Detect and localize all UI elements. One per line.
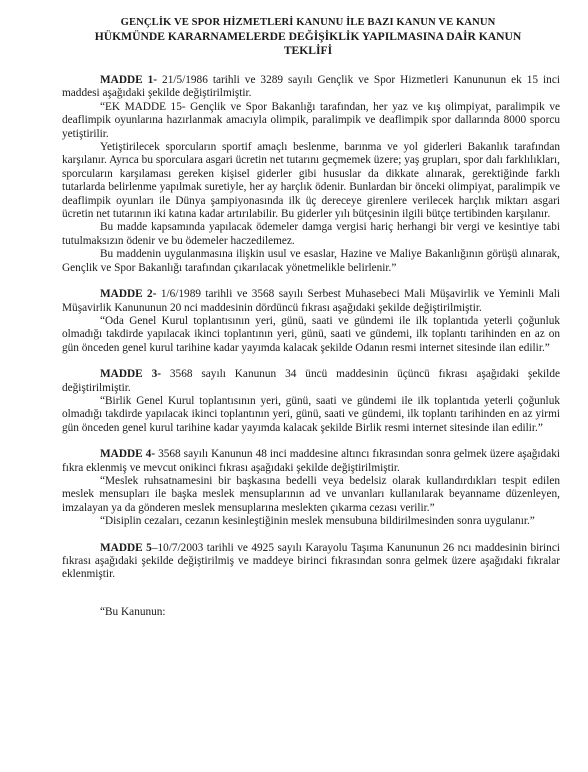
document-title bbox=[62, 16, 560, 58]
article-5-label: MADDE 5 bbox=[100, 541, 152, 554]
article-1 bbox=[62, 74, 560, 275]
article-3-label: MADDE 3- bbox=[100, 368, 161, 381]
article-5-intro-text: –10/7/2003 tarihli ve 4925 sayılı Karayolu Taşıma Kanununun 26 ncı maddesinin birinci fıkrası aşağıdaki şekilde değiştirilmiş ve maddeye birinci fıkrasından sonra gelmek üzere aşağıdaki fıkralar eklenmiştir. bbox=[62, 541, 560, 581]
article-4-paragraph-2: “Disiplin cezaları, cezanın kesinleştiğinin meslek mensubuna bildirilmesinden sonra uygulanır.” bbox=[100, 515, 535, 528]
article-4-intro bbox=[62, 448, 560, 475]
article-1-intro bbox=[62, 74, 560, 101]
article-4-paragraph-1: “Meslek ruhsatnamesini bir başkasına bedelli veya bedelsiz olarak kullandırdıkları tespit edilen meslek mensupları ile başka meslek mensuplarının ad ve unvanları kullanılarak beyanname düzenleyen, imzalayan ya da gönderen meslek mensuplarına meslekten çıkarma cezası verilir.” bbox=[62, 474, 560, 514]
article-1-paragraph-4: Bu maddenin uygulanmasına ilişkin usul ve esaslar, Hazine ve Maliye Bakanlığının görüşü alınarak, Gençlik ve Spor Bakanlığı tarafından çıkarılacak yönetmelikle belirlenir.” bbox=[62, 248, 560, 274]
article-4-label: MADDE 4- bbox=[100, 448, 156, 461]
article-1-paragraph-2: Yetiştirilecek sporcuların sportif amaçlı beslenme, barınma ve yol giderleri Bakanlık tarafından karşılanır. Ayrıca bu sporculara asgari ücretin net tutarını geçmemek üzere; yaş grupları, spor dalı farklılıkları, sporcuların karşılaması gereken kişisel giderler gibi hususlar da dikkate alınarak, gerektiğinde farklı tutarlarda belirlenme yapılmak suretiyle, her ay harçlık ödenir. Bunlardan bir önceki olimpiyat, paralimpik ve deaflimpik oyunları ile Dünya şampiyonasında ilk üç dereceye girenlere verilecek harçlık miktarı asgari ücretin net tutarının iki katına kadar artırılabilir. Bu giderler yılı bütçesinin ilgili bütçe tertibinden karşılanır. bbox=[62, 141, 560, 221]
article-2 bbox=[62, 288, 560, 355]
article-5 bbox=[62, 542, 560, 620]
title-line-3: TEKLİFİ bbox=[283, 44, 333, 57]
article-3-intro bbox=[62, 368, 560, 395]
article-4-intro-text: 3568 sayılı Kanunun 48 inci maddesine altıncı fıkrasından sonra gelmek üzere aşağıdaki fıkra eklenmiş ve mevcut onikinci fıkrası aşağıdaki şekilde değiştirilmiştir. bbox=[62, 448, 560, 474]
article-4 bbox=[62, 448, 560, 528]
closing-quote: “Bu Kanunun: bbox=[100, 605, 166, 618]
article-3-paragraph-1: “Birlik Genel Kurul toplantısının yeri, günü, saati ve gündemi ile ilk toplantıda yeterli çoğunluk olmadığı takdirde yapılacak ikinci toplantının yeri, günü, saati ve gündemi, ilk toplantı tarihinden en az yirmi gün önceden genel kurul tarihine kadar yayımda kalacak şekilde Birlik resmi internet sitesinde ilan edilir.” bbox=[62, 394, 560, 434]
article-1-paragraph-1: “EK MADDE 15- Gençlik ve Spor Bakanlığı tarafından, her yaz ve kış olimpiyat, paralimpik ve deaflimpik oyunlarına hazırlanmak amacıyla olimpik, paralimpik ve deaflimpik spor dallarında 8000 sporcu yetiştirilir. bbox=[62, 100, 560, 140]
article-3 bbox=[62, 368, 560, 435]
article-2-intro bbox=[62, 288, 560, 315]
title-line-2: HÜKMÜNDE KARARNAMELERDE DEĞİŞİKLİK YAPILMASINA DAİR KANUN bbox=[94, 30, 522, 43]
article-1-intro-text: 21/5/1986 tarihli ve 3289 sayılı Gençlik ve Spor Hizmetleri Kanununun ek 15 inci maddesi aşağıdaki şekilde değiştirilmiştir. bbox=[62, 74, 560, 100]
article-2-label: MADDE 2- bbox=[100, 288, 157, 301]
article-5-intro bbox=[62, 542, 560, 582]
article-1-label: MADDE 1- bbox=[100, 74, 158, 86]
article-2-intro-text: 1/6/1989 tarihli ve 3568 sayılı Serbest Muhasebeci Mali Müşavirlik ve Yeminli Mali Müşavirlik Kanununun 20 nci maddesinin dördüncü fıkrası aşağıdaki şekilde değiştirilmiştir. bbox=[62, 288, 560, 314]
article-2-paragraph-1: “Oda Genel Kurul toplantısının yeri, günü, saati ve gündemi ile ilk toplantıda yeterli çoğunluk olmadığı takdirde yapılacak ikinci toplantının yeri, günü, saati ve gündemi, ilk toplantı tarihinden en az on gün önceden genel kurul tarihine kadar yayımda kalacak şekilde Odanın resmi internet sitesinde ilan edilir.” bbox=[62, 314, 560, 354]
article-3-intro-text: 3568 sayılı Kanunun 34 üncü maddesinin üçüncü fıkrası aşağıdaki şekilde değiştirilmiştir. bbox=[62, 368, 560, 394]
article-1-paragraph-3: Bu madde kapsamında yapılacak ödemeler damga vergisi hariç herhangi bir vergi ve kesintiye tabi tutulmaksızın ödenir ve bu ödemeler haczedilemez. bbox=[62, 221, 560, 247]
title-line-1: GENÇLİK VE SPOR HİZMETLERİ KANUNU İLE BAZI KANUN VE KANUN bbox=[120, 17, 496, 28]
